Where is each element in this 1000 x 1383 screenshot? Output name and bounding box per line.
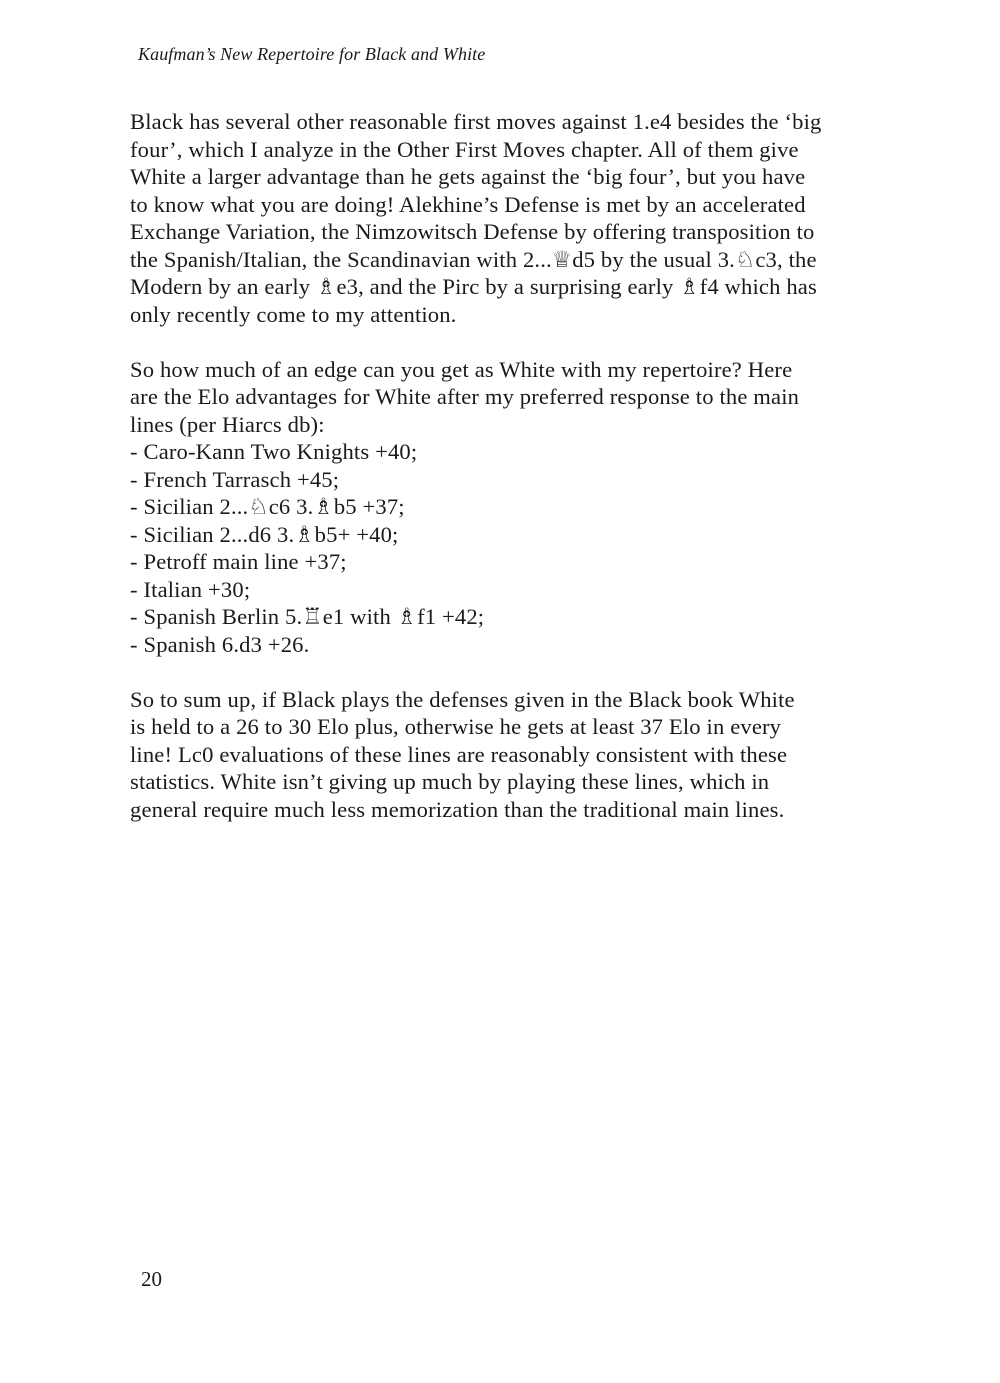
paragraph-elo-intro xyxy=(130,356,875,439)
list-item: - French Tarrasch +45; xyxy=(130,466,340,492)
text-line: only recently come to my attention. xyxy=(130,301,457,327)
paragraph-other-first-moves xyxy=(130,108,875,328)
list-item: - Sicilian 2...♘c6 3.♗b5 +37; xyxy=(130,494,405,519)
text-line: statistics. White isn’t giving up much by playing these lines, which in xyxy=(130,769,770,794)
text-line: line! Lc0 evaluations of these lines are reasonably consistent with these xyxy=(130,741,788,767)
text-line: So how much of an edge can you get as White with my repertoire? Here xyxy=(130,356,793,382)
text-line: White a larger advantage than he gets against the ‘big four’, but you have xyxy=(130,164,806,189)
running-header: Kaufman’s New Repertoire for Black and White xyxy=(138,44,486,64)
text-line: Black has several other reasonable first moves against 1.e4 besides the ‘big xyxy=(130,109,822,134)
list-item: - Petroff main line +37; xyxy=(130,549,347,574)
elo-advantages-section xyxy=(130,356,875,659)
page-number: 20 xyxy=(141,1267,162,1291)
text-line: lines (per Hiarcs db): xyxy=(130,411,325,437)
text-line: four’, which I analyze in the Other First Moves chapter. All of them give xyxy=(130,136,799,162)
list-item: - Spanish 6.d3 +26. xyxy=(130,631,310,657)
text-line: So to sum up, if Black plays the defenses given in the Black book White xyxy=(130,686,795,712)
list-item: - Caro-Kann Two Knights +40; xyxy=(130,439,418,464)
list-item: - Italian +30; xyxy=(130,576,251,602)
elo-advantage-list xyxy=(130,438,875,658)
text-line: Exchange Variation, the Nimzowitsch Defense by offering transposition to xyxy=(130,219,815,244)
text-line: to know what you are doing! Alekhine’s Defense is met by an accelerated xyxy=(130,191,806,217)
list-item: - Spanish Berlin 5.♖e1 with ♗f1 +42; xyxy=(130,604,485,629)
text-line: are the Elo advantages for White after my preferred response to the main xyxy=(130,384,800,409)
text-line: is held to a 26 to 30 Elo plus, otherwise he gets at least 37 Elo in every xyxy=(130,714,782,739)
text-line: the Spanish/Italian, the Scandinavian with 2...♕d5 by the usual 3.♘c3, the xyxy=(130,246,817,272)
text-line: general require much less memorization than the traditional main lines. xyxy=(130,796,785,822)
list-item: - Sicilian 2...d6 3.♗b5+ +40; xyxy=(130,521,399,547)
main-text xyxy=(130,108,875,851)
paragraph-summary xyxy=(130,686,875,824)
text-line: Modern by an early ♗e3, and the Pirc by a surprising early ♗f4 which has xyxy=(130,274,817,299)
